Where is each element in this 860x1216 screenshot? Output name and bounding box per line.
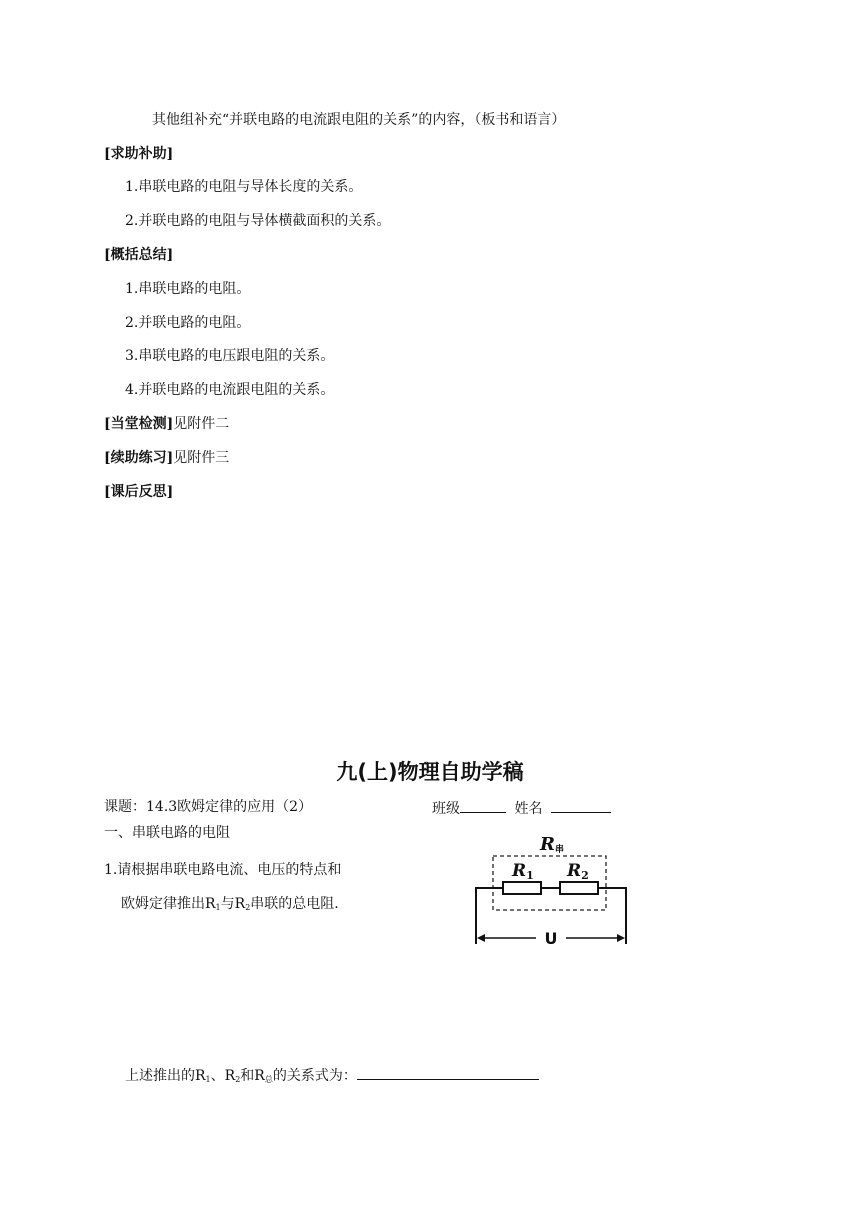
reflection-heading: [课后反思] xyxy=(104,484,174,500)
name-blank[interactable] xyxy=(551,798,611,813)
rel-sub1: 1 xyxy=(205,1075,211,1084)
label-r-total: R串 xyxy=(540,834,564,855)
class-label: 班级 xyxy=(432,801,460,817)
u-arrow-left-head xyxy=(477,934,485,942)
q1-text-a: 欧姆定律推出R xyxy=(121,896,216,912)
practice-line xyxy=(104,449,229,467)
rel-text-c: 和R xyxy=(240,1068,265,1084)
resistor-r1 xyxy=(503,882,541,894)
practice-text: 见附件三 xyxy=(173,450,230,466)
wire-left xyxy=(476,888,503,916)
relation-answer-blank[interactable] xyxy=(357,1065,539,1080)
q1-line1: 1.请根据串联电路电流、电压的特点和 xyxy=(104,862,342,878)
q1-line2 xyxy=(121,895,339,917)
rel-text-b: 、R xyxy=(210,1068,236,1084)
summary-item-3: 3.串联电路的电压跟电阻的关系。 xyxy=(125,348,335,364)
class-blank[interactable] xyxy=(460,798,506,813)
summary-item-2: 2.并联电路的电阻。 xyxy=(125,315,251,331)
class-name-line xyxy=(432,798,611,818)
name-label: 姓名 xyxy=(514,801,543,817)
check-line xyxy=(104,415,229,433)
check-heading: [当堂检测] xyxy=(104,416,174,432)
rel-sub3: 总 xyxy=(264,1075,273,1084)
q1-sub1: 1 xyxy=(215,903,221,912)
rel-text-d: 的关系式为： xyxy=(272,1068,357,1084)
label-u: U xyxy=(544,929,558,948)
label-r1: R1 xyxy=(512,861,534,882)
help-item-2: 2.并联电路的电阻与导体横截面积的关系。 xyxy=(125,213,391,229)
q1-text-c: 串联的总电阻. xyxy=(250,896,339,912)
help-heading: [求助补助] xyxy=(104,146,174,162)
practice-heading: [续助练习] xyxy=(104,450,174,466)
rel-sub2: 2 xyxy=(235,1075,241,1084)
summary-item-4: 4.并联电路的电流跟电阻的关系。 xyxy=(125,382,335,398)
resistor-r2 xyxy=(560,882,598,894)
rel-text-a: 上述推出的R xyxy=(125,1068,206,1084)
series-circuit-diagram xyxy=(468,826,638,950)
relation-line xyxy=(125,1065,539,1089)
summary-item-1: 1.串联电路的电阻。 xyxy=(125,281,251,297)
u-arrow-right-head xyxy=(617,934,625,942)
section1-heading: 一、串联电路的电阻 xyxy=(104,825,230,841)
worksheet-title: 九(上)物理自助学稿 xyxy=(336,760,524,784)
check-text: 见附件二 xyxy=(173,416,230,432)
q1-text-b: 与R xyxy=(220,896,246,912)
topic-text: 课题：14.3欧姆定律的应用（2） xyxy=(104,799,313,815)
help-item-1: 1.串联电路的电阻与导体长度的关系。 xyxy=(125,179,363,195)
wire-right xyxy=(598,888,626,916)
q1-sub2: 2 xyxy=(245,903,251,912)
label-r2: R2 xyxy=(567,861,589,882)
summary-heading: [概括总结] xyxy=(104,247,174,263)
intro-text: 其他组补充“并联电路的电流跟电阻的关系”的内容，（板书和语言） xyxy=(152,112,566,128)
